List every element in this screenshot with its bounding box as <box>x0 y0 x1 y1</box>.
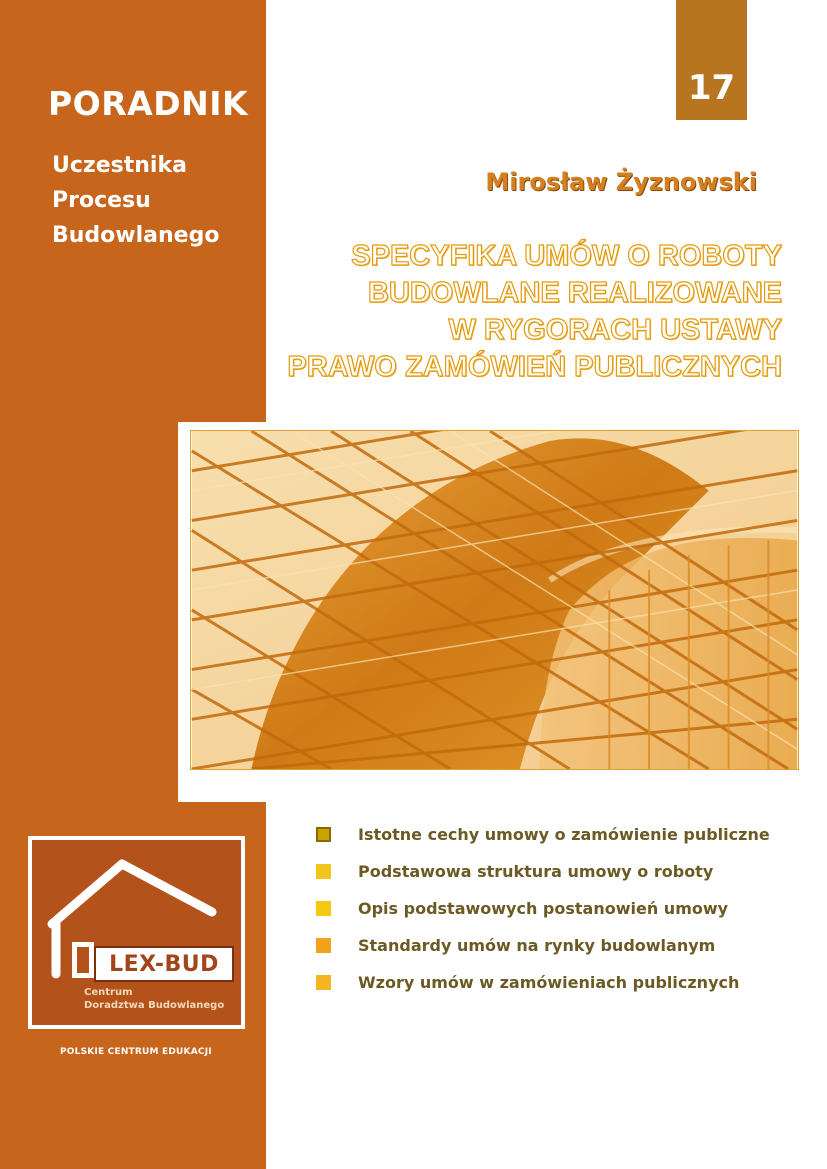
topic-label: Wzory umów w zamówieniach publicznych <box>358 973 740 992</box>
logo-caption <box>84 986 224 1012</box>
bullet-square-icon <box>316 938 331 953</box>
topic-item <box>316 964 770 1001</box>
topic-label: Opis podstawowych postanowień umowy <box>358 899 729 918</box>
topic-item <box>316 816 770 853</box>
book-title-line: SPECYFIKA UMÓW O ROBOTY <box>351 240 782 272</box>
topic-item <box>316 890 770 927</box>
lex-bud-logo <box>28 836 245 1029</box>
topic-label: Istotne cechy umowy o zamówienie publiczne <box>358 825 770 844</box>
logo-caption-line: Centrum <box>84 987 133 998</box>
series-subtitle <box>52 148 219 253</box>
book-title <box>287 238 782 386</box>
bullet-square-icon <box>316 901 331 916</box>
book-title-line: W RYGORACH USTAWY <box>448 314 782 346</box>
author-name: Mirosław Żyznowski <box>485 168 757 196</box>
topic-item <box>316 853 770 890</box>
book-title-line: PRAWO ZAMÓWIEŃ PUBLICZNYCH <box>287 351 782 383</box>
topic-label: Podstawowa struktura umowy o roboty <box>358 862 714 881</box>
topic-item <box>316 927 770 964</box>
topic-label: Standardy umów na rynky budowlanym <box>358 936 716 955</box>
logo-caption-line: Doradztwa Budowlanego <box>84 1000 225 1011</box>
bullet-square-icon <box>316 864 331 879</box>
issue-number-badge <box>676 0 747 120</box>
series-subtitle-line: Budowlanego <box>52 223 220 248</box>
building-facade-photo <box>190 430 799 770</box>
series-subtitle-line: Uczestnika <box>52 153 187 178</box>
series-subtitle-line: Procesu <box>52 188 151 213</box>
publisher-name: POLSKIE CENTRUM EDUKACJI <box>60 1047 212 1057</box>
bullet-square-icon <box>316 827 331 842</box>
series-title: PORADNIK <box>48 84 249 123</box>
issue-number: 17 <box>687 68 736 108</box>
book-title-line: BUDOWLANE REALIZOWANE <box>367 277 782 309</box>
logo-brand: LEX-BUD <box>94 946 234 982</box>
bullet-square-icon <box>316 975 331 990</box>
topic-list <box>316 816 770 1001</box>
